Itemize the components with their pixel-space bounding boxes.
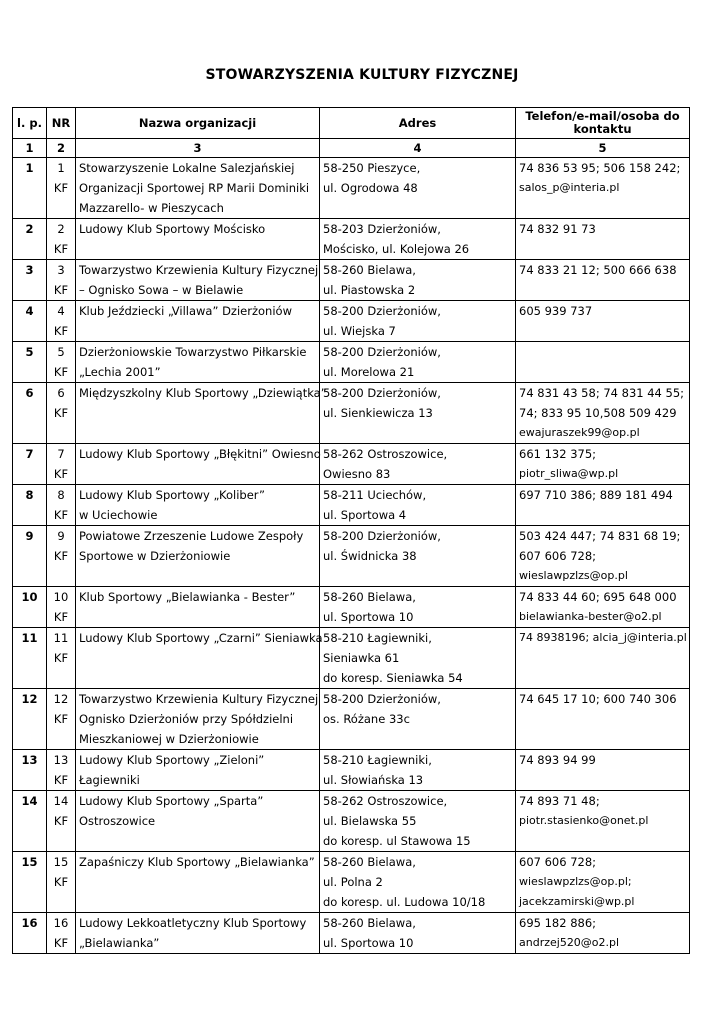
organization-name xyxy=(76,219,320,260)
cell-line: KF xyxy=(53,467,69,481)
row-number xyxy=(13,342,47,383)
table-row xyxy=(13,689,690,750)
table-row xyxy=(13,301,690,342)
cell-line: 9 xyxy=(57,529,65,543)
cell-line: 3 xyxy=(25,263,34,277)
organization-address xyxy=(320,260,516,301)
cell-line: 15 xyxy=(21,855,38,869)
cell-line: 74 832 91 73 xyxy=(519,222,596,236)
organization-address xyxy=(320,689,516,750)
cell-line: 58-200 Dzierżoniów, xyxy=(323,529,441,543)
organizations-table xyxy=(12,107,690,954)
organization-contact xyxy=(516,301,690,342)
cell-line: 14 xyxy=(53,794,69,808)
cell-line: Ludowy Klub Sportowy „Koliber” xyxy=(79,488,265,502)
table-row xyxy=(13,342,690,383)
row-number xyxy=(13,301,47,342)
cell-line: ul. Polna 2 xyxy=(323,875,383,889)
cell-line: Stowarzyszenie Lokalne Salezjańskiej xyxy=(79,161,295,175)
table-row xyxy=(13,750,690,791)
cell-line: 58-200 Dzierżoniów, xyxy=(323,692,441,706)
cell-line: Powiatowe Zrzeszenie Ludowe Zespoły xyxy=(79,529,304,543)
cell-line: Międzyszkolny Klub Sportowy „Dziewiątka” xyxy=(79,386,327,400)
cell-line: KF xyxy=(53,610,69,624)
cell-line: 58-260 Bielawa, xyxy=(323,263,416,277)
row-number xyxy=(13,526,47,587)
organization-address xyxy=(320,791,516,852)
organization-contact xyxy=(516,791,690,852)
cell-line: KF xyxy=(53,283,69,297)
cell-line: Ludowy Klub Sportowy „Sparta” xyxy=(79,794,264,808)
organization-name xyxy=(76,791,320,852)
organization-contact xyxy=(516,913,690,954)
cell-line: 12 xyxy=(21,692,38,706)
cell-line: ul. Sienkiewicza 13 xyxy=(323,406,433,420)
cell-line: bielawianka-bester@o2.pl xyxy=(519,610,662,623)
cell-line: Łagiewniki xyxy=(79,773,140,787)
cell-line: KF xyxy=(53,549,69,563)
registry-number xyxy=(47,301,76,342)
row-number xyxy=(13,852,47,913)
cell-line: 74 831 43 58; 74 831 44 55; xyxy=(519,386,685,400)
cell-line: Zapaśniczy Klub Sportowy „Bielawianka” xyxy=(79,855,315,869)
row-number xyxy=(13,485,47,526)
organization-name xyxy=(76,158,320,219)
cell-line: 74; 833 95 10,508 509 429 xyxy=(519,406,677,420)
cell-line: Towarzystwo Krzewienia Kultury Fizycznej xyxy=(79,263,319,277)
cell-line: KF xyxy=(53,712,69,726)
cell-line: 10 xyxy=(21,590,38,604)
cell-line: Organizacji Sportowej RP Marii Dominiki xyxy=(79,181,310,195)
table-body xyxy=(13,158,690,954)
cell-line: ewajuraszek99@op.pl xyxy=(519,426,640,439)
registry-number xyxy=(47,444,76,485)
cell-line: 58-200 Dzierżoniów, xyxy=(323,386,441,400)
cell-line: 7 xyxy=(57,447,65,461)
organization-name xyxy=(76,628,323,689)
document-title: STOWARZYSZENIA KULTURY FIZYCZNEJ xyxy=(205,67,519,83)
cell-line: KF xyxy=(53,242,69,256)
cell-line: Sportowe w Dzierżoniowie xyxy=(79,549,231,563)
organization-address xyxy=(320,219,516,260)
cell-line: 503 424 447; 74 831 68 19; xyxy=(519,529,681,543)
cell-line: Sieniawka 61 xyxy=(323,651,400,665)
cell-line: 58-200 Dzierżoniów, xyxy=(323,345,441,359)
cell-line: Mościsko, ul. Kolejowa 26 xyxy=(323,242,470,256)
organization-contact xyxy=(516,158,690,219)
organization-name xyxy=(76,587,320,628)
cell-line: Ludowy Klub Sportowy „Błękitni” Owiesno xyxy=(79,447,321,461)
registry-number xyxy=(47,587,76,628)
cell-line: piotr.stasienko@onet.pl xyxy=(519,814,649,827)
cell-line: 11 xyxy=(53,631,69,645)
cell-line: Ostroszowice xyxy=(79,814,156,828)
registry-number xyxy=(47,628,76,689)
registry-number xyxy=(47,526,76,587)
cell-line: 58-260 Bielawa, xyxy=(323,916,416,930)
cell-line: 5 xyxy=(57,345,65,359)
cell-line: andrzej520@o2.pl xyxy=(519,936,620,949)
cell-line: Ludowy Klub Sportowy „Zieloni” xyxy=(79,753,265,767)
cell-line: 15 xyxy=(53,855,69,869)
organization-contact xyxy=(516,852,690,913)
cell-line: 607 606 728; xyxy=(519,855,597,869)
organization-address xyxy=(320,526,516,587)
organization-contact xyxy=(516,485,690,526)
cell-line: KF xyxy=(53,936,69,950)
table-row xyxy=(13,628,690,689)
cell-line: 7 xyxy=(25,447,34,461)
cell-line: 58-210 Łagiewniki, xyxy=(323,753,432,767)
organization-name xyxy=(76,301,320,342)
cell-line: KF xyxy=(53,324,69,338)
organization-name xyxy=(76,913,320,954)
organization-contact xyxy=(516,260,690,301)
row-number xyxy=(13,260,47,301)
registry-number xyxy=(47,383,76,444)
header-nr: NR xyxy=(47,108,76,139)
registry-number xyxy=(47,342,76,383)
table-row xyxy=(13,219,690,260)
cell-line: 695 182 886; xyxy=(519,916,597,930)
table-row xyxy=(13,158,690,219)
organization-name xyxy=(76,852,320,913)
cell-line: ul. Bielawska 55 xyxy=(323,814,417,828)
cell-line: KF xyxy=(53,365,69,379)
registry-number xyxy=(47,791,76,852)
cell-line: w Uciechowie xyxy=(79,508,158,522)
organization-contact xyxy=(516,444,690,485)
cell-line: KF xyxy=(53,181,69,195)
organization-address xyxy=(320,383,516,444)
organization-address xyxy=(320,158,516,219)
table-row xyxy=(13,852,690,913)
registry-number xyxy=(47,158,76,219)
cell-line: 10 xyxy=(53,590,69,604)
cell-line: KF xyxy=(53,651,69,665)
registry-number xyxy=(47,750,76,791)
organization-contact xyxy=(516,750,690,791)
row-number xyxy=(13,444,47,485)
header-name: Nazwa organizacji xyxy=(76,108,320,139)
cell-line: 58-262 Ostroszowice, xyxy=(323,794,448,808)
cell-line: 58-260 Bielawa, xyxy=(323,855,416,869)
organization-contact xyxy=(516,383,690,444)
row-number xyxy=(13,383,47,444)
cell-line: 4 xyxy=(57,304,65,318)
cell-line: „Lechia 2001” xyxy=(79,365,161,379)
cell-line: 16 xyxy=(53,916,69,930)
cell-line: Mazzarello- w Pieszycach xyxy=(79,201,224,215)
organization-address xyxy=(320,301,516,342)
organization-address xyxy=(320,750,516,791)
organization-address xyxy=(320,852,516,913)
cell-line: 605 939 737 xyxy=(519,304,593,318)
cell-line: jacekzamirski@wp.pl xyxy=(519,895,635,908)
cell-line: ul. Sportowa 10 xyxy=(323,936,414,950)
table-row xyxy=(13,485,690,526)
cell-line: 58-211 Uciechów, xyxy=(323,488,427,502)
cell-line: – Ognisko Sowa – w Bielawie xyxy=(79,283,244,297)
row-number xyxy=(13,913,47,954)
cell-line: 14 xyxy=(21,794,38,808)
table-row xyxy=(13,791,690,852)
registry-number xyxy=(47,260,76,301)
cell-line: 2 xyxy=(25,222,34,236)
cell-line: 3 xyxy=(57,263,65,277)
column-number: 2 xyxy=(47,139,76,158)
cell-line: Owiesno 83 xyxy=(323,467,391,481)
cell-line: Ludowy Klub Sportowy „Czarni” Sieniawka xyxy=(79,631,323,645)
cell-line: ul. Ogrodowa 48 xyxy=(323,181,418,195)
table-row xyxy=(13,587,690,628)
cell-line: 12 xyxy=(53,692,69,706)
table-row xyxy=(13,526,690,587)
row-number xyxy=(13,628,47,689)
cell-line: os. Różane 33c xyxy=(323,712,410,726)
cell-line: 2 xyxy=(57,222,65,236)
column-number: 4 xyxy=(320,139,516,158)
cell-line: KF xyxy=(53,406,69,420)
registry-number xyxy=(47,913,76,954)
organization-contact xyxy=(516,587,690,628)
cell-line: KF xyxy=(53,773,69,787)
cell-line: „Bielawianka” xyxy=(79,936,160,950)
column-number: 5 xyxy=(516,139,690,158)
cell-line: 13 xyxy=(21,753,38,767)
registry-number xyxy=(47,485,76,526)
cell-line: ul. Świdnicka 38 xyxy=(323,549,417,563)
organization-contact xyxy=(516,689,690,750)
cell-line: 9 xyxy=(25,529,34,543)
cell-line: 697 710 386; 889 181 494 xyxy=(519,488,673,502)
organization-name xyxy=(76,383,327,444)
table-row xyxy=(13,444,690,485)
cell-line: do koresp. Sieniawka 54 xyxy=(323,671,463,685)
organization-name xyxy=(76,689,320,750)
cell-line: ul. Sportowa 4 xyxy=(323,508,407,522)
row-number xyxy=(13,587,47,628)
cell-line: KF xyxy=(53,875,69,889)
cell-line: ul. Piastowska 2 xyxy=(323,283,416,297)
cell-line: ul. Morelowa 21 xyxy=(323,365,415,379)
cell-line: 8 xyxy=(25,488,34,502)
cell-line: ul. Wiejska 7 xyxy=(323,324,396,338)
cell-line: piotr_sliwa@wp.pl xyxy=(519,467,619,480)
header-address: Adres xyxy=(320,108,516,139)
column-number: 3 xyxy=(76,139,320,158)
organization-contact xyxy=(516,342,690,383)
cell-line: 6 xyxy=(57,386,65,400)
cell-line: KF xyxy=(53,814,69,828)
row-number xyxy=(13,219,47,260)
row-number xyxy=(13,791,47,852)
cell-line: 8 xyxy=(57,488,65,502)
cell-line: 11 xyxy=(21,631,38,645)
row-number xyxy=(13,158,47,219)
column-number-row xyxy=(13,139,690,158)
cell-line: 16 xyxy=(21,916,38,930)
cell-line: 58-262 Ostroszowice, xyxy=(323,447,448,461)
cell-line: do koresp. ul. Ludowa 10/18 xyxy=(323,895,486,909)
row-number xyxy=(13,750,47,791)
cell-line: wieslawpzlzs@op.pl; xyxy=(519,875,632,888)
cell-line: Towarzystwo Krzewienia Kultury Fizycznej xyxy=(79,692,319,706)
cell-line: Klub Sportowy „Bielawianka - Bester” xyxy=(79,590,296,604)
cell-line: 607 606 728; xyxy=(519,549,597,563)
organization-contact xyxy=(516,219,690,260)
cell-line: 74 8938196; alcia_j@interia.pl xyxy=(519,631,687,644)
organization-address xyxy=(320,587,516,628)
cell-line: Ognisko Dzierżoniów przy Spółdzielni xyxy=(79,712,294,726)
cell-line: 74 893 71 48; xyxy=(519,794,600,808)
organization-name xyxy=(76,444,320,485)
cell-line: Dzierżoniowskie Towarzystwo Piłkarskie xyxy=(79,345,307,359)
organization-contact xyxy=(516,526,690,587)
cell-line: 661 132 375; xyxy=(519,447,597,461)
header-contact: Telefon/e-mail/osoba do kontaktu xyxy=(516,108,690,139)
cell-line: 74 833 21 12; 500 666 638 xyxy=(519,263,677,277)
cell-line: 58-210 Łagiewniki, xyxy=(323,631,432,645)
column-number: 1 xyxy=(13,139,47,158)
registry-number xyxy=(47,852,76,913)
cell-line: 4 xyxy=(25,304,34,318)
organization-name xyxy=(76,526,320,587)
cell-line: salos_p@interia.pl xyxy=(519,181,620,194)
organization-address xyxy=(320,444,516,485)
cell-line: 74 645 17 10; 600 740 306 xyxy=(519,692,677,706)
cell-line: 1 xyxy=(57,161,65,175)
cell-line: 58-250 Pieszyce, xyxy=(323,161,421,175)
organization-address xyxy=(320,913,516,954)
cell-line: do koresp. ul Stawowa 15 xyxy=(323,834,471,848)
row-number xyxy=(13,689,47,750)
cell-line: Ludowy Klub Sportowy Mościsko xyxy=(79,222,266,236)
table-row xyxy=(13,913,690,954)
organization-address xyxy=(320,485,516,526)
organization-name xyxy=(76,485,320,526)
table-row xyxy=(13,260,690,301)
organization-contact xyxy=(516,628,690,689)
cell-line: 1 xyxy=(25,161,34,175)
cell-line: 13 xyxy=(53,753,69,767)
cell-line: 74 833 44 60; 695 648 000 xyxy=(519,590,677,604)
cell-line: 58-200 Dzierżoniów, xyxy=(323,304,441,318)
cell-line: KF xyxy=(53,508,69,522)
cell-line: 58-260 Bielawa, xyxy=(323,590,416,604)
cell-line: 6 xyxy=(25,386,34,400)
cell-line: Klub Jeździecki „Villawa” Dzierżoniów xyxy=(79,304,292,318)
cell-line: Mieszkaniowej w Dzierżoniowie xyxy=(79,732,259,746)
organization-address xyxy=(320,628,516,689)
organization-name xyxy=(76,342,320,383)
organization-name xyxy=(76,750,320,791)
organization-name xyxy=(76,260,320,301)
cell-line: wieslawpzlzs@op.pl xyxy=(519,569,628,582)
cell-line: 5 xyxy=(25,345,34,359)
table-row xyxy=(13,383,690,444)
cell-line: ul. Sportowa 10 xyxy=(323,610,414,624)
cell-line: 74 836 53 95; 506 158 242; xyxy=(519,161,681,175)
registry-number xyxy=(47,689,76,750)
header-lp: l. p. xyxy=(13,108,47,139)
header-row xyxy=(13,108,690,139)
cell-line: ul. Słowiańska 13 xyxy=(323,773,424,787)
organization-address xyxy=(320,342,516,383)
cell-line: 58-203 Dzierżoniów, xyxy=(323,222,441,236)
cell-line: 74 893 94 99 xyxy=(519,753,596,767)
cell-line: Ludowy Lekkoatletyczny Klub Sportowy xyxy=(79,916,307,930)
registry-number xyxy=(47,219,76,260)
